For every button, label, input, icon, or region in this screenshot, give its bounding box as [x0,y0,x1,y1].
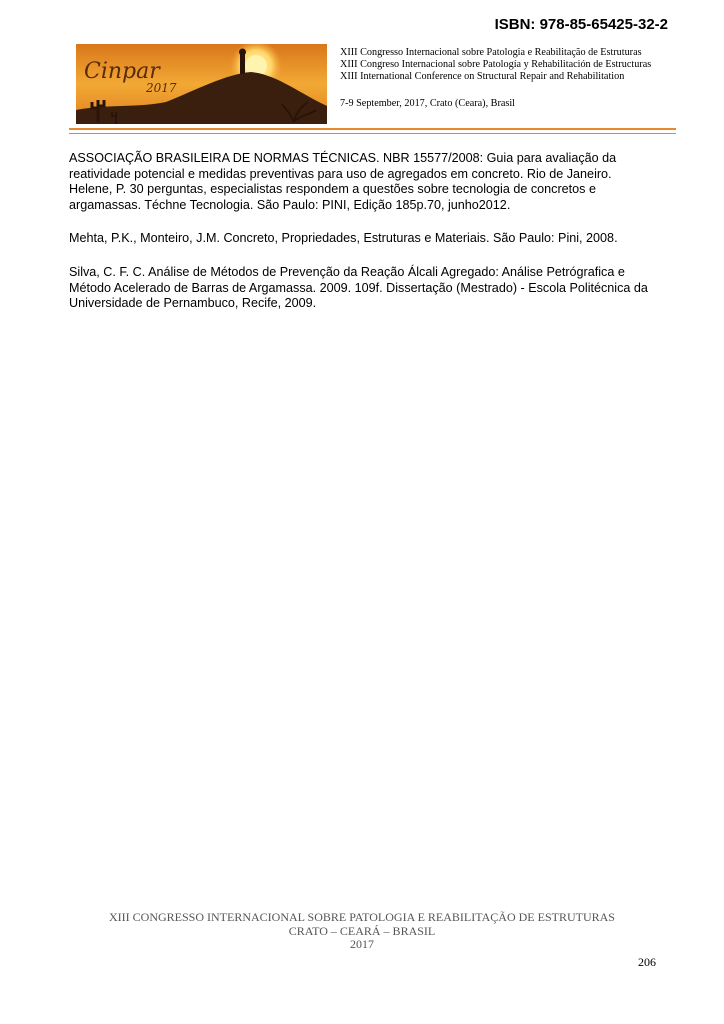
header-divider-thick [69,128,676,130]
reference-item: Mehta, P.K., Monteiro, J.M. Concreto, Propriedades, Estruturas e Materiais. São Paulo: Pini, 2008. [69,231,618,246]
page-footer [0,911,724,952]
footer-conference: XIII CONGRESSO INTERNACIONAL SOBRE PATOLOGIA E REABILITAÇÃO DE ESTRUTURAS [109,910,615,924]
footer-year: 2017 [350,937,374,951]
cinpar-logo [76,44,327,124]
conference-title-en: XIII International Conference on Structural Repair and Rehabilitation [340,71,625,82]
isbn-label: ISBN: 978-85-65425-32-2 [494,16,668,33]
references-list [69,151,669,312]
conference-titles [340,47,651,83]
page-number: 206 [638,955,656,969]
conference-title-es: XIII Congreso Internacional sobre Patología y Rehabilitación de Estructuras [340,59,652,70]
reference-item: Silva, C. F. C. Análise de Métodos de Prevenção da Reação Álcali Agregado: Análise Petrógrafica e Método Acelerado de Barras de Argamassa. 2009. 109f. Dissertação (Mestrado) - Escola Politécnica da Universidade de Pernambuco, Recife, 2009. [69,264,648,311]
conference-date-location: 7-9 September, 2017, Crato (Ceara), Brasil [340,98,515,109]
header-divider-thin [69,133,676,134]
footer-location: CRATO – CEARÁ – BRASIL [288,923,436,938]
conference-title-pt: XIII Congresso Internacional sobre Patologia e Reabilitação de Estruturas [340,47,642,58]
reference-item: Helene, P. 30 perguntas, especialistas respondem a questões sobre tecnologia de concretos e argamassas. Téchne Tecnologia. São Paulo: PINI, Edição 185p.70, junho2012. [69,182,596,212]
logo-year: 2017 [146,81,177,95]
logo-title: Cinpar [84,59,160,84]
reference-item: ASSOCIAÇÃO BRASILEIRA DE NORMAS TÉCNICAS. NBR 15577/2008: Guia para avaliação da reatividade potencial e medidas preventivas para uso de agregados em concreto. Rio de Janeiro. [69,151,617,181]
